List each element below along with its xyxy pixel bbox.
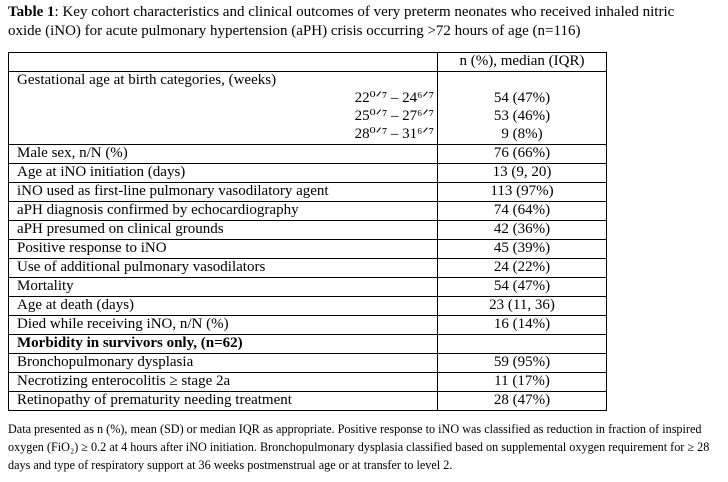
table-row [9, 221, 607, 240]
table-row [9, 373, 607, 392]
caption-text: : Key cohort characteristics and clinical outcomes of very preterm neonates who received inhaled nitric oxide (iNO) for acute pulmonary hypertension (aPH) crisis occurring >72 hours of age (n=116) [8, 4, 675, 39]
table-row [9, 297, 607, 316]
gestational-range-1: 22⁰ᐟ⁷ – 24⁶ᐟ⁷ [354, 90, 434, 106]
row-label: Bronchopulmonary dysplasia [9, 354, 438, 373]
row-value: 45 (39%) [438, 240, 607, 259]
row-label: iNO used as first-line pulmonary vasodilatory agent [9, 183, 438, 202]
row-value: 76 (66%) [438, 145, 607, 164]
row-label: Retinopathy of prematurity needing treatment [9, 392, 438, 411]
row-label: Use of additional pulmonary vasodilators [9, 259, 438, 278]
row-value: 54 (47%) [438, 278, 607, 297]
morbidity-heading-row [9, 335, 607, 354]
gestational-value-1: 54 (47%) [493, 90, 551, 106]
row-label: Necrotizing enterocolitis ≥ stage 2a [9, 373, 438, 392]
row-value: 24 (22%) [438, 259, 607, 278]
table-row [9, 145, 607, 164]
gestational-row [9, 72, 607, 145]
gestational-label: Gestational age at birth categories, (weeks) [17, 72, 277, 88]
row-value: 113 (97%) [438, 183, 607, 202]
gestational-range-3: 28⁰ᐟ⁷ – 31⁶ᐟ⁷ [354, 126, 434, 142]
row-label: aPH diagnosis confirmed by echocardiography [9, 202, 438, 221]
gestational-value-spacer [438, 72, 606, 90]
row-value: 11 (17%) [438, 373, 607, 392]
row-value: 28 (47%) [438, 392, 607, 411]
row-value: 42 (36%) [438, 221, 607, 240]
gestational-values-cell [438, 72, 607, 145]
row-value: 23 (11, 36) [438, 297, 607, 316]
morbidity-heading-value [438, 335, 607, 354]
table-row [9, 392, 607, 411]
table-row [9, 240, 607, 259]
table-row [9, 278, 607, 297]
row-value: 13 (9, 20) [438, 164, 607, 183]
table-row [9, 164, 607, 183]
gestational-label-cell [9, 72, 438, 145]
row-label: Mortality [9, 278, 438, 297]
gestational-value-3: 9 (8%) [501, 126, 543, 142]
row-label: aPH presumed on clinical grounds [9, 221, 438, 240]
table-footnote: Data presented as n (%), mean (SD) or median IQR as appropriate. Positive response to iNO was classified as reduction in fraction of inspired oxygen (FiO₂) ≥ 0.2 at 4 hours after iNO initiation. Bronchopulmonary dysplasia classified based on supplemental oxygen requirement for ≥ 28 days and type of respiratory support at 36 weeks postmenstrual age or at transfer to level 2. [8, 422, 710, 472]
gestational-ranges [17, 90, 437, 144]
table-row [9, 183, 607, 202]
caption-label: Table 1 [8, 4, 55, 20]
header-row [9, 53, 607, 72]
row-label: Age at iNO initiation (days) [9, 164, 438, 183]
table-caption [8, 3, 708, 41]
row-label: Age at death (days) [9, 297, 438, 316]
row-label: Male sex, n/N (%) [9, 145, 438, 164]
row-value: 59 (95%) [438, 354, 607, 373]
table-row [9, 202, 607, 221]
row-label: Positive response to iNO [9, 240, 438, 259]
table-row [9, 354, 607, 373]
row-label: Died while receiving iNO, n/N (%) [9, 316, 438, 335]
header-value-cell: n (%), median (IQR) [438, 53, 607, 72]
table-row [9, 259, 607, 278]
table-row [9, 316, 607, 335]
gestational-value-2: 53 (46%) [493, 108, 551, 124]
header-label-cell [9, 53, 438, 72]
gestational-range-2: 25⁰ᐟ⁷ – 27⁶ᐟ⁷ [354, 108, 434, 124]
morbidity-heading: Morbidity in survivors only, (n=62) [9, 335, 438, 354]
row-value: 16 (14%) [438, 316, 607, 335]
cohort-table [8, 52, 607, 411]
row-value: 74 (64%) [438, 202, 607, 221]
